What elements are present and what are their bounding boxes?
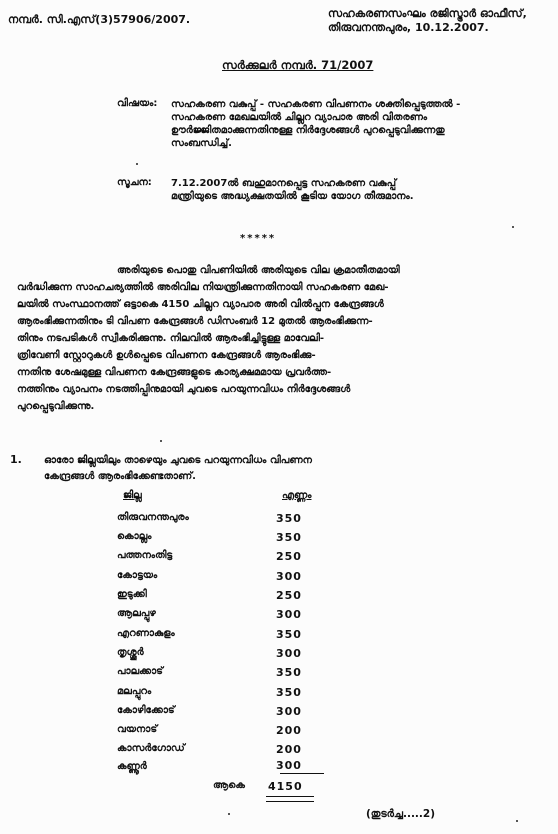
office-address bbox=[328, 7, 527, 35]
subject-line: ഊർജ്ജിതമാക്കുന്നതിനുള്ള നിർദ്ദേശങ്ങൾ പുറപ്പെടുവിക്കുന്നതു bbox=[171, 125, 445, 136]
district-name: പത്തനംതിട്ട bbox=[117, 550, 173, 561]
office-line-2: തിരുവനന്തപുരം, 10.12.2007. bbox=[328, 21, 489, 34]
scan-speck bbox=[160, 440, 162, 442]
reference-line: 7.12.2007ൽ ബഹുമാനപ്പെട്ട സഹകരണ വകുപ്പ് bbox=[171, 178, 397, 189]
item-line: ഓരോ ജില്ലയിലും താഴെയും ചുവടെ പറയുന്നവിധം വിപണന bbox=[44, 455, 312, 466]
scan-speck bbox=[516, 820, 518, 822]
district-name: തിരുവനന്തപുരം bbox=[117, 512, 189, 523]
paragraph-line: ലയിൽ സംസ്ഥാനത്ത് ഒട്ടാകെ 4150 ചില്ലറ വ്യാപാര അരി വിൽപ്പന കേന്ദ്രങ്ങൾ bbox=[17, 299, 384, 310]
total-double-rule bbox=[266, 796, 314, 802]
reference-label: സൂചന: bbox=[117, 177, 152, 188]
district-name: ആലപ്പുഴ bbox=[117, 608, 156, 619]
district-name: തൃശ്ശൂർ bbox=[117, 647, 144, 658]
item-text bbox=[44, 453, 312, 485]
total-value: 4150 bbox=[268, 780, 303, 793]
district-name: കാസർഗോഡ് bbox=[117, 743, 185, 754]
district-name: പാലക്കാട് bbox=[117, 666, 163, 677]
reference-number: നമ്പർ. സി.എസ്(3)57906/2007. bbox=[8, 13, 191, 26]
district-count: 350 bbox=[276, 628, 302, 641]
item-line: കേന്ദ്രങ്ങൾ ആരംഭിക്കേണ്ടതാണ്. bbox=[44, 471, 196, 482]
district-name: ഇടുക്കി bbox=[117, 589, 147, 600]
district-name: വയനാട് bbox=[117, 724, 158, 735]
district-name: മലപ്പുറം bbox=[117, 686, 152, 697]
paragraph-line: വർദ്ധിക്കുന്ന സാഹചര്യത്തിൽ അരിവില നിയന്ത്രിക്കുന്നതിനായി സഹകരണ മേഖ- bbox=[17, 282, 389, 293]
district-count: 350 bbox=[276, 512, 302, 525]
district-name: കൊല്ലം bbox=[117, 531, 152, 542]
paragraph-line: ത്രിവേണി സ്റ്റോറുകൾ ഉൾപ്പെടെ വിപണന കേന്ദ്രങ്ങൾ ആരംഭിക്കു- bbox=[17, 350, 316, 361]
subject-text bbox=[171, 98, 460, 150]
sum-rule bbox=[280, 773, 324, 774]
district-count: 300 bbox=[276, 647, 302, 660]
district-name: കണ്ണൂർ bbox=[117, 761, 147, 772]
district-count: 250 bbox=[276, 589, 302, 602]
district-count: 300 bbox=[276, 705, 302, 718]
separator: ***** bbox=[240, 233, 277, 244]
paragraph-line: അരിയുടെ പൊതു വിപണിയിൽ അരിയുടെ വില ക്രമാതീതമായി bbox=[117, 265, 400, 276]
item-number: 1. bbox=[10, 453, 22, 466]
subject-line: സംബന്ധിച്ച്. bbox=[171, 138, 232, 149]
district-name: കോഴിക്കോട് bbox=[117, 705, 175, 716]
scan-speck bbox=[228, 813, 230, 815]
district-count: 350 bbox=[276, 531, 302, 544]
district-name: എറണാകുളം bbox=[117, 628, 175, 639]
district-count: 250 bbox=[276, 550, 302, 563]
subject-line: സഹകരണ വകുപ്പ് - സഹകരണ വിപണനം ശക്തിപ്പെടുത്തൽ - bbox=[171, 99, 461, 110]
district-count: 200 bbox=[276, 724, 302, 737]
circular-title: സർക്കുലർ നമ്പർ. 71/2007 bbox=[222, 58, 374, 72]
scan-speck bbox=[136, 163, 138, 165]
office-line-1: സഹകരണസംഘം രജിസ്ട്രാർ ഓഫീസ്, bbox=[328, 7, 527, 20]
district-count: 300 bbox=[276, 759, 302, 772]
district-count: 300 bbox=[276, 570, 302, 583]
paragraph-line: പുറപ്പെടുവിക്കുന്നു. bbox=[17, 401, 95, 412]
reference-line: മന്ത്രിയുടെ അദ്ധ്യക്ഷതയിൽ കൂടിയ യോഗ തീരുമാനം. bbox=[171, 191, 414, 202]
subject-label: വിഷയം: bbox=[117, 98, 158, 109]
paragraph-line: തിനും നടപടികൾ സ്വീകരിക്കുന്നു. നിലവിൽ ആരംഭിച്ചിട്ടുള്ള മാവേലി- bbox=[17, 333, 325, 344]
body-paragraph bbox=[17, 262, 400, 415]
subject-line: സഹകരണ മേഖലയിൽ ചില്ലറ വ്യാപാര അരി വിതരണം bbox=[171, 112, 428, 123]
column-header-district: ജില്ല bbox=[123, 490, 142, 501]
column-header-count: എണ്ണം bbox=[282, 490, 312, 501]
paragraph-line: നത്തിനും വ്യാപനം നടത്തിപ്പിനുമായി ചുവടെ പറയുന്നവിധം നിർദ്ദേശങ്ങൾ bbox=[17, 384, 351, 395]
district-name: കോട്ടയം bbox=[117, 570, 158, 581]
reference-text bbox=[171, 177, 414, 203]
district-count: 350 bbox=[276, 666, 302, 679]
district-count: 350 bbox=[276, 686, 302, 699]
continued-note: (തുടർച്ച.....2) bbox=[366, 808, 436, 820]
scan-speck bbox=[512, 226, 514, 228]
district-count: 200 bbox=[276, 743, 302, 756]
district-count: 300 bbox=[276, 608, 302, 621]
paragraph-line: ആരംഭിക്കുന്നതിനും ടി വിപണ കേന്ദ്രങ്ങൾ ഡിസംബർ 12 മുതൽ ആരംഭിക്കുന്ന- bbox=[17, 316, 373, 327]
total-label: ആകെ bbox=[213, 780, 245, 791]
paragraph-line: ന്നതിനു ശേഷമുള്ള വിപണന കേന്ദ്രങ്ങളുടെ കാര്യക്ഷമമായ പ്രവർത്ത- bbox=[17, 367, 332, 378]
